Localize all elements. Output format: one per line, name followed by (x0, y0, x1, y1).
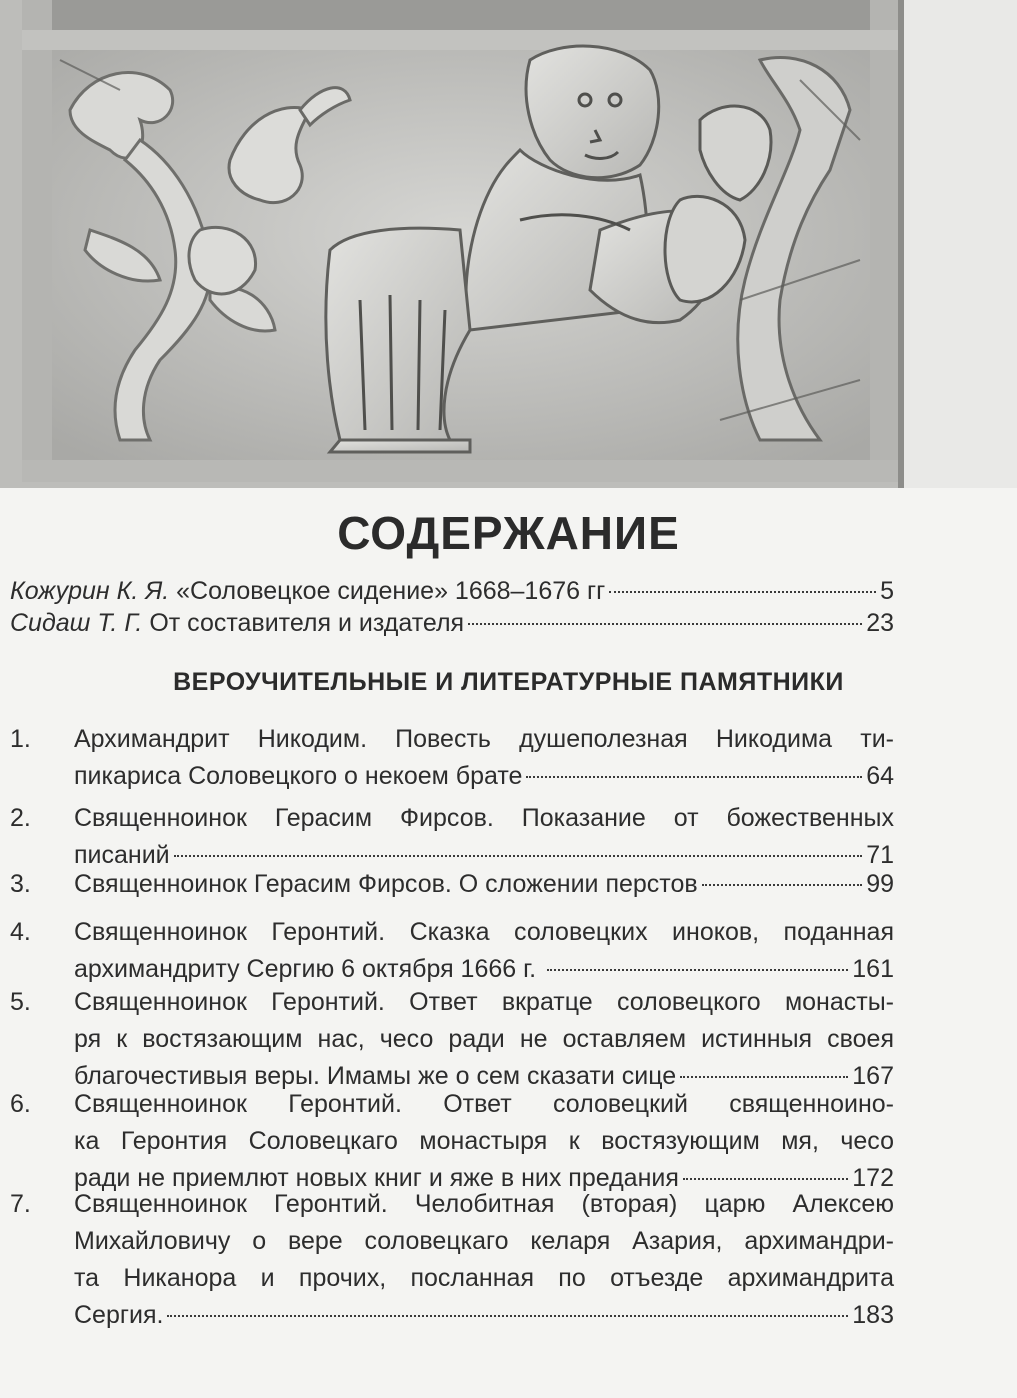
entry-number: 5. (10, 988, 31, 1016)
entry-line: Священноинок Герасим Фирсов. О сложении перстов (74, 870, 698, 898)
entry-line: пикариса Соловецкого о некоем брате (74, 762, 523, 790)
entry-line: ка Геронтия Соловецкаго монастыря к востязующим мя, чесо (74, 1127, 894, 1155)
toc-entry[interactable] (10, 984, 894, 1095)
toc-entry[interactable] (10, 866, 894, 903)
entry-line: та Никанора и прочих, посланная по отъезде архимандрита (74, 1264, 894, 1292)
toc-entry[interactable] (10, 914, 894, 988)
page-number: 183 (852, 1301, 894, 1329)
entry-line: Священноинок Геронтий. Челобитная (вторая) царю Алексею (74, 1190, 894, 1218)
entry-number: 4. (10, 918, 31, 946)
entry-author: Сидаш Т. Г. (10, 609, 143, 637)
entry-line: Архимандрит Никодим. Повесть душеполезная Никодима ти- (74, 725, 894, 753)
entry-line: благочестивыя веры. Имамы же о сем сказати сице (74, 1062, 677, 1090)
section-heading: ВЕРОУЧИТЕЛЬНЫЕ И ЛИТЕРАТУРНЫЕ ПАМЯТНИКИ (173, 668, 844, 696)
page-number: 23 (866, 609, 894, 637)
entry-title: От составителя и издателя (149, 609, 465, 637)
front-matter-entry[interactable] (10, 605, 894, 642)
page-number: 172 (852, 1164, 894, 1192)
relief-illustration (0, 0, 1017, 488)
toc-entry[interactable] (10, 1086, 894, 1197)
entry-line: ради не приемлют новых книг и яже в них предания (74, 1164, 679, 1192)
entry-line: ря к востязающим нас, чесо ради не оставляем истинныя своея (74, 1025, 894, 1053)
page-number: 71 (866, 841, 894, 869)
dot-leader (167, 1315, 848, 1317)
entry-number: 6. (10, 1090, 31, 1118)
toc-entry[interactable] (10, 721, 894, 795)
entry-title: «Соловецкое сидение» 1668–1676 гг (176, 577, 606, 605)
dot-leader (174, 855, 863, 857)
dot-leader (609, 591, 876, 593)
toc-entry[interactable] (10, 1186, 894, 1334)
entry-line: Сергия. (74, 1301, 164, 1329)
entry-number: 1. (10, 725, 31, 753)
entry-line: Михайловичу о вере соловецкаго келаря Азария, архимандри- (74, 1227, 894, 1255)
dot-leader (680, 1076, 848, 1078)
page-number: 5 (880, 577, 894, 605)
page-number: 64 (866, 762, 894, 790)
dot-leader (526, 776, 862, 778)
page-number: 167 (852, 1062, 894, 1090)
toc-entry[interactable] (10, 800, 894, 874)
entry-number: 3. (10, 870, 31, 898)
dot-leader (468, 623, 862, 625)
entry-line: архимандриту Сергию 6 октября 1666 г. (74, 955, 544, 983)
entry-line: Священноинок Геронтий. Сказка соловецких иноков, поданная (74, 918, 894, 946)
entry-line: Священноинок Геронтий. Ответ соловецкий священноино- (74, 1090, 894, 1118)
stone-relief-image (0, 0, 1017, 488)
page-number: 99 (866, 870, 894, 898)
dot-leader (547, 969, 848, 971)
entry-author: Кожурин К. Я. (10, 577, 170, 605)
entry-number: 7. (10, 1190, 31, 1218)
dot-leader (702, 884, 863, 886)
entry-line: Священноинок Герасим Фирсов. Показание от божественных (74, 804, 894, 832)
toc-heading: СОДЕРЖАНИЕ (337, 507, 680, 559)
page-number: 161 (852, 955, 894, 983)
entry-line: писаний (74, 841, 170, 869)
entry-line: Священноинок Геронтий. Ответ вкратце соловецкого монасты- (74, 988, 894, 1016)
dot-leader (683, 1178, 848, 1180)
entry-number: 2. (10, 804, 31, 832)
